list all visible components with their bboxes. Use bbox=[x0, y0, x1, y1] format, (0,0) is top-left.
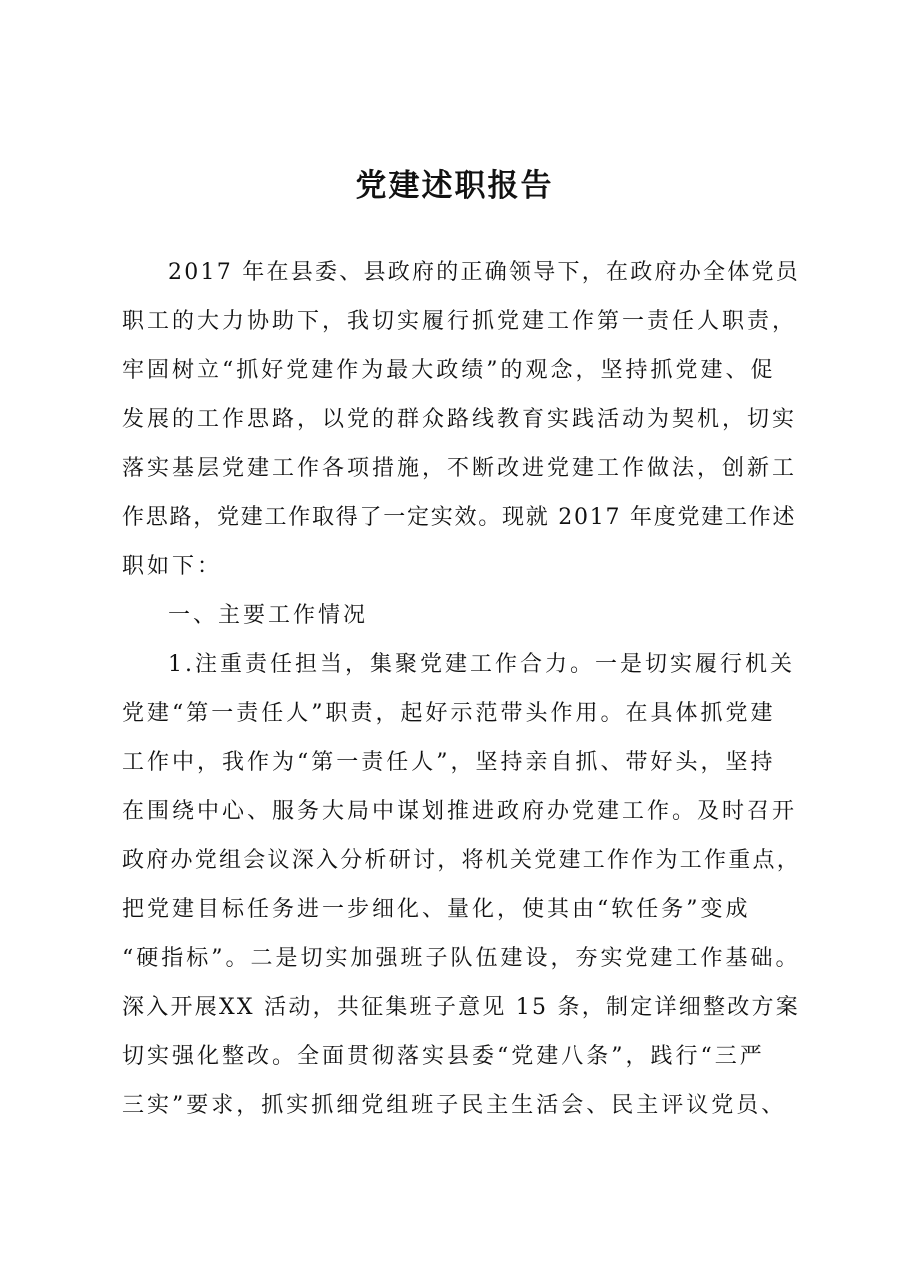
paragraph-line: 三实”要求，抓实抓细党组班子民主生活会、民主评议党员、 bbox=[122, 1093, 787, 1118]
paragraph-line: 发展的工作思路，以党的群众路线教育实践活动为契机，切实 bbox=[122, 407, 798, 432]
paragraph-line: 切实强化整改。全面贯彻落实县委“党建八条”，践行“三严 bbox=[122, 1044, 765, 1069]
paragraph-line: 落实基层党建工作各项措施，不断改进党建工作做法，创新工 bbox=[122, 456, 798, 481]
paragraph-line: 作思路，党建工作取得了一定实效。现就 2017 年度党建工作述 bbox=[122, 505, 797, 530]
paragraph-line: 牢固树立“抓好党建作为最大政绩”的观念，坚持抓党建、促 bbox=[122, 358, 776, 383]
section-heading: 一、主要工作情况 bbox=[168, 603, 369, 628]
paragraph-line: 工作中，我作为“第一责任人”，坚持亲自抓、带好头，坚持 bbox=[122, 750, 776, 775]
paragraph-line: 政府办党组会议深入分析研讨，将机关党建工作作为工作重点， bbox=[122, 848, 802, 873]
paragraph-line: 在围绕中心、服务大局中谋划推进政府办党建工作。及时召开 bbox=[122, 799, 798, 824]
document-body bbox=[122, 248, 802, 1130]
paragraph-line: 深入开展XX 活动，共征集班子意见 15 条，制定详细整改方案 bbox=[122, 995, 801, 1020]
paragraph-line: 1.注重责任担当，集聚党建工作合力。一是切实履行机关 bbox=[168, 652, 795, 677]
paragraph-line: 把党建目标任务进一步细化、量化，使其由“软任务”变成 bbox=[122, 897, 751, 922]
paragraph-line: “硬指标”。二是切实加强班子队伍建设，夯实党建工作基础。 bbox=[122, 946, 801, 971]
paragraph-line: 2017 年在县委、县政府的正确领导下，在政府办全体党员 bbox=[168, 260, 800, 285]
paragraph-line: 职工的大力协助下，我切实履行抓党建工作第一责任人职责， bbox=[122, 309, 798, 334]
paragraph-line: 党建“第一责任人”职责，起好示范带头作用。在具体抓党建 bbox=[122, 701, 776, 726]
paragraph-line: 职如下： bbox=[122, 554, 223, 579]
document-title: 党建述职报告 bbox=[355, 168, 554, 204]
